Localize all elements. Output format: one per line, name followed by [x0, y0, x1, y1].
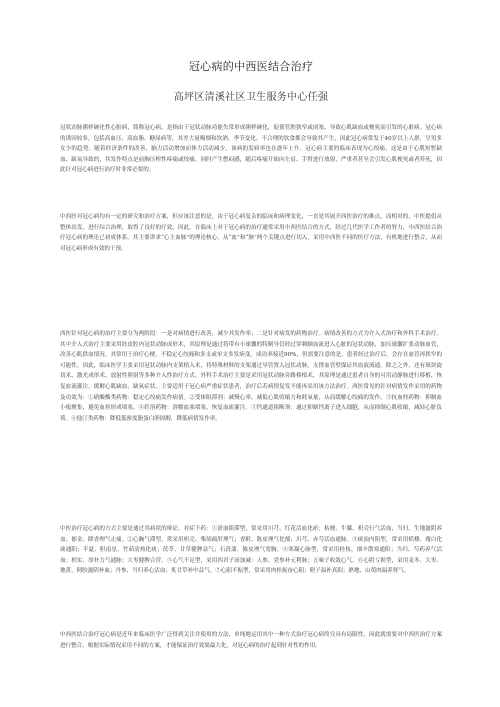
paragraph-integration: 中西医对冠心病均有一定的研究和治疗方案，但应该注意的是，由于冠心病复杂的临床和病理变化，一直是其展开西医治疗的难点，而相对的，中医提倡从整体出发，进行综合治理，取得了良好的疗效，因此，在临床上对于冠心病的治疗通常采用中西医结合的方式，经过几代医学工作者的努力，中西医结合治疗冠心病的理论已初成体系。其主要讲求“心主血脉”的理论核心，从“血”和“脉”两个关键点进行切入，采用中西医不同的医疗方法，有机地进行整合，从而对冠心病形成有效的干预。 [60, 214, 442, 252]
paragraph-chinese-medicine: 中医治疗冠心病的方式主要是通过其病状的辩证，对症下药：①淤血阻滞型，常采用川芎、红花活血化瘀；枯梗、牛膝、枳壳行气活血，当归、生地滋阴养血；郁金、降香理气止痛。②心胸气滞型，常采用枳壳、柴胡疏肝理气；香附、陈皮理气化郁；川芎、赤芍活血通脉。③痰浊内阻型，常采用栝楼、薤白化痰通阳；半夏、胆南星、竹茹清热化痰；茯苓、甘草健脾益气；石菖蒲、陈皮理气宽胸。④寒凝心脉型，常采用桂枝、细辛散寒通阳；当归、芍药养气活血；枳实、厚朴力气通脉；大枣健脾合营。⑤心气不足型，采用四君子汤加减：人参、党参补元利脉；五味子收敛心气。⑥心阴亏损型，采用麦冬、大枣、地黄、阿胶滋阴补血；丹参、当归养心活血；炙甘草补中益气。⑦心阳不振型，常采用肉桂振奋心阳；附子温补真阳；熟地、山萸肉温养肾气。 [60, 526, 442, 575]
paragraph-intro: 冠状动脉粥样硬化性心脏病，简称冠心病，是指由于冠状动脉功能失常形成粥样硬化，促使管腔狭窄或闭塞，导致心肌缺血或梗死而引发的心脏病。冠心病的诱因较多，包括高血压、高血脂、糖尿病等，其差大量吸烟和饮酒、季节变化、不合理的饮食都会导致其产生，因此冠心病常发于40岁以上人群，呈男多女少的趋势。随着经济条件的改善，脑力活动增加而体力活动减少，该病的发病率也在逐年上升。冠心病主要的临床表现为心绞痛，这是由于心肌短暂缺血、缺氧导致的，其发作特点是前胸压榨性疼痛或绞痛，同时产生憋闷感，随后疼痛开始向左肩、手臂进行放射，严重者甚至会引发心肌梗死或者猝死，因此针对冠心病进行治疗时非常必要的。 [60, 125, 442, 174]
document-page [60, 0, 442, 707]
document-subtitle: 高坪区清溪社区卫生服务中心任强 [173, 92, 329, 103]
paragraph-western-medicine: 西医针对冠心病的治疗主要分为两阶段：一是对病情进行改善，减少其发作率；二是针对病发的药物治疗。病情改善的方式为介入式治疗和外科手术治疗。其中介入式治疗主要采用经皮腔内冠状动脉成形术，其原理是通过将带有小球囊的特制导管经过穿刺顺血流进入心脏的冠状动脉，加压球囊扩张动脉血管，改善心肌供血情况。其常用于治疗心梗、不稳定心绞痛和多支或单支多发病变，成功率接近90%，但需要注意的是，患者经过治疗后，会存在血管再狭窄的可能性。因此，临床医学主张采用冠状动脉内支架植入术，将特殊材料的支架通过导管置入冠状动脉，支撑血管壁保证其血液流通。除之之外，还有斑块旋切术、激光成形术、放射性照射等多种介入性治疗方式。外科手术治疗主要是采用冠状动脉旁路移植术，其原理是通过患者自身的可用动静脉进行移植，恢复血流灌注，缓解心肌缺血、缺氧症状。主要适用于冠心病严重症状患者，治疗后若病情复发不能再采用该方法治疗。西医常见的针对病情发作采用的药物及功效为：①硝酸酯类药物：稳定心绞痛发作病情。②受体阻滞剂：减慢心率，减低心肌收缩力和耗氧量，从而缓解心绞痛的发作。③抗血栓药物：抑制血小板聚集，避免血栓形成堵塞。④纤溶药物：溶解血塞堵塞，恢复血流灌注。⑤钙通道阻断剂：通过抑制钙离子进入细胞，从而抑制心肌收缩，减轻心脏负荷。⑥他汀类药物：降低低密度脂蛋白胆固醇，降低病情发作率。 [60, 331, 442, 422]
paragraph-conclusion: 中西医结合治疗冠心病是近年来临床医学广泛得到关注并使用的方法，单纯地运用其中一种方式治疗冠心病终究具有局限性，因此就需要对中西医治疗方案进行整合，根据实际情况采用不同的方案，才能保证治疗效果最大化，对冠心病的治疗起到针对性的作用。 [60, 632, 442, 649]
document-title: 冠心病的中西医结合治疗 [188, 60, 314, 73]
